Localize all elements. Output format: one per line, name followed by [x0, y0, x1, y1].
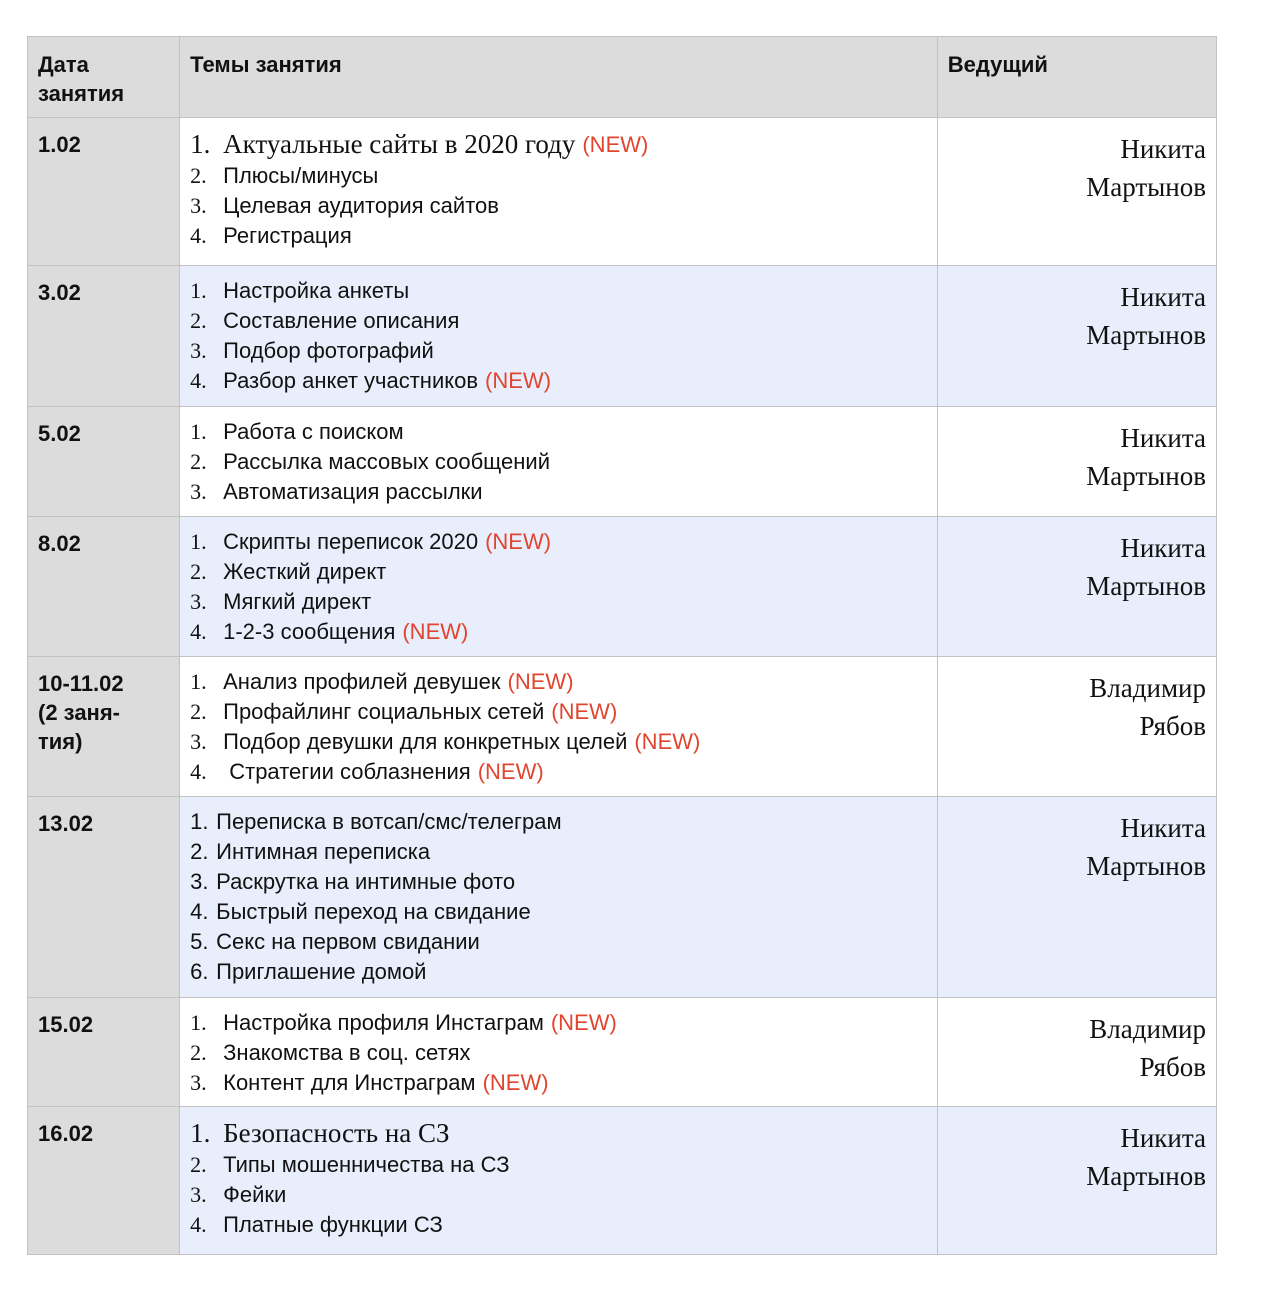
host-last-name: Рябов: [1139, 1052, 1206, 1082]
new-badge: (NEW): [477, 759, 544, 784]
topic-label: 1-2-3 сообщения: [223, 619, 396, 644]
topic-item: [190, 191, 927, 221]
session-date: 1.02: [28, 118, 180, 266]
session-date: 3.02: [28, 266, 180, 407]
topic-number: 3.: [190, 1070, 207, 1095]
topic-label: Переписка в вотсап/смс/телеграм: [216, 809, 562, 834]
host-last-name: Мартынов: [1086, 1161, 1206, 1191]
session-host: [937, 657, 1216, 797]
topic-number: 1.: [190, 669, 207, 694]
topic-label: Плюсы/минусы: [223, 163, 379, 188]
table-row: [28, 118, 1217, 266]
topic-number: 4.: [190, 899, 209, 924]
topic-number: 4.: [190, 1212, 207, 1237]
new-badge: (NEW): [582, 132, 649, 157]
topic-number: 1.: [190, 278, 207, 303]
topic-item: [190, 527, 927, 557]
session-topics: [180, 118, 938, 266]
topic-label: Разбор анкет участников: [223, 368, 479, 393]
topic-label: Контент для Инстраграм: [223, 1070, 476, 1095]
topic-label: Регистрация: [223, 223, 352, 248]
table-row: [28, 1107, 1217, 1255]
host-last-name: Мартынов: [1086, 320, 1206, 350]
topic-item: [190, 1117, 927, 1150]
host-first-name: Никита: [1120, 533, 1206, 563]
host-last-name: Мартынов: [1086, 461, 1206, 491]
session-date: 13.02: [28, 797, 180, 998]
table-row: [28, 998, 1217, 1107]
topic-item: [190, 276, 927, 306]
new-badge: (NEW): [402, 619, 469, 644]
table-header: [28, 37, 1217, 118]
session-topics: [180, 407, 938, 517]
topic-number: 3.: [190, 479, 207, 504]
topic-label: Анализ профилей девушек: [223, 669, 501, 694]
header-host: Ведущий: [937, 37, 1216, 118]
topic-item: [190, 306, 927, 336]
topic-item: [190, 221, 927, 251]
table-body: [28, 118, 1217, 1255]
topic-list: [190, 1117, 927, 1240]
table-row: [28, 657, 1217, 797]
topic-label: Типы мошенничества на СЗ: [223, 1152, 510, 1177]
topic-item: [190, 1068, 927, 1098]
topic-list: [190, 128, 927, 251]
topic-number: 4.: [190, 619, 207, 644]
topic-list: [190, 807, 927, 987]
new-badge: (NEW): [550, 1010, 617, 1035]
host-first-name: Никита: [1120, 1123, 1206, 1153]
topic-label: Знакомства в соц. сетях: [223, 1040, 471, 1065]
topic-label: Скрипты переписок 2020: [223, 529, 479, 554]
host-last-name: Мартынов: [1086, 571, 1206, 601]
session-date: 5.02: [28, 407, 180, 517]
topic-label: Настройка профиля Инстаграм: [223, 1010, 544, 1035]
topic-label: Секс на первом свидании: [216, 929, 480, 954]
topic-list: [190, 276, 927, 396]
table-row: [28, 407, 1217, 517]
new-badge: (NEW): [482, 1070, 549, 1095]
new-badge: (NEW): [551, 699, 618, 724]
session-host: [937, 517, 1216, 657]
topic-item: [190, 417, 927, 447]
topic-label: Целевая аудитория сайтов: [223, 193, 499, 218]
host-last-name: Мартынов: [1086, 172, 1206, 202]
topic-item: [190, 557, 927, 587]
session-topics: [180, 797, 938, 998]
topic-item: [190, 336, 927, 366]
session-date: [28, 657, 180, 797]
topic-number: 4.: [190, 368, 207, 393]
topic-number: 3.: [190, 589, 207, 614]
session-date: 15.02: [28, 998, 180, 1107]
topic-number: 6.: [190, 959, 209, 984]
topic-label: Фейки: [223, 1182, 287, 1207]
host-first-name: Никита: [1120, 423, 1206, 453]
topic-item: [190, 807, 927, 837]
session-date-line: (2 заня-: [38, 700, 121, 725]
new-badge: (NEW): [485, 529, 552, 554]
topic-list: [190, 527, 927, 647]
header-topics: Темы занятия: [180, 37, 938, 118]
topic-item: [190, 477, 927, 507]
topic-number: 4.: [190, 223, 207, 248]
topic-label: Автоматизация рассылки: [223, 479, 483, 504]
table-row: [28, 266, 1217, 407]
topic-number: 3.: [190, 729, 207, 754]
topic-number: 3.: [190, 338, 207, 363]
topic-number: 3.: [190, 1182, 207, 1207]
topic-label: Платные функции СЗ: [223, 1212, 443, 1237]
topic-list: [190, 417, 927, 507]
topic-number: 2.: [190, 163, 207, 188]
topic-number: 3.: [190, 193, 207, 218]
session-host: [937, 998, 1216, 1107]
topic-item: [190, 837, 927, 867]
topic-item: [190, 927, 927, 957]
topic-item: [190, 161, 927, 191]
topic-label: Составление описания: [223, 308, 460, 333]
topic-item: [190, 727, 927, 757]
session-topics: [180, 1107, 938, 1255]
table-row: [28, 517, 1217, 657]
host-first-name: Владимир: [1089, 673, 1206, 703]
topic-item: [190, 1150, 927, 1180]
session-date: 8.02: [28, 517, 180, 657]
topic-label: Интимная переписка: [216, 839, 431, 864]
session-topics: [180, 266, 938, 407]
topic-label: Профайлинг социальных сетей: [223, 699, 545, 724]
topic-item: [190, 667, 927, 697]
session-host: [937, 797, 1216, 998]
topic-item: [190, 366, 927, 396]
new-badge: (NEW): [507, 669, 574, 694]
topic-number: 4.: [190, 759, 207, 784]
host-last-name: Мартынов: [1086, 851, 1206, 881]
new-badge: (NEW): [485, 368, 552, 393]
header-row: [28, 37, 1217, 118]
new-badge: (NEW): [634, 729, 701, 754]
topic-label: Приглашение домой: [216, 959, 427, 984]
topic-number: 1.: [190, 1010, 207, 1035]
topic-number: 5.: [190, 929, 209, 954]
table-row: [28, 797, 1217, 998]
session-topics: [180, 657, 938, 797]
topic-item: [190, 128, 927, 161]
topic-label: Раскрутка на интимные фото: [216, 869, 516, 894]
topic-number: 1.: [190, 419, 207, 444]
host-first-name: Владимир: [1089, 1014, 1206, 1044]
session-host: [937, 1107, 1216, 1255]
topic-number: 1.: [190, 529, 207, 554]
topic-number: 1.: [190, 129, 211, 159]
topic-label: Мягкий директ: [223, 589, 372, 614]
session-host: [937, 407, 1216, 517]
topic-item: [190, 1008, 927, 1038]
topic-number: 2.: [190, 449, 207, 474]
topic-list: [190, 667, 927, 787]
topic-item: [190, 1180, 927, 1210]
topic-label: Безопасность на СЗ: [223, 1118, 450, 1148]
topic-item: [190, 447, 927, 477]
topic-item: [190, 897, 927, 927]
header-date: Дата занятия: [28, 37, 180, 118]
topic-label: Подбор девушки для конкретных целей: [223, 729, 628, 754]
topic-item: [190, 957, 927, 987]
session-date-line: тия): [38, 729, 83, 754]
topic-label: Быстрый переход на свидание: [216, 899, 531, 924]
host-first-name: Никита: [1120, 134, 1206, 164]
topic-label: Актуальные сайты в 2020 году: [223, 129, 576, 159]
session-host: [937, 118, 1216, 266]
host-first-name: Никита: [1120, 813, 1206, 843]
topic-number: 3.: [190, 869, 209, 894]
topic-label: Настройка анкеты: [223, 278, 410, 303]
topic-item: [190, 697, 927, 727]
topic-list: [190, 1008, 927, 1098]
topic-number: 2.: [190, 839, 209, 864]
topic-label: Стратегии соблазнения: [223, 759, 471, 784]
session-date: 16.02: [28, 1107, 180, 1255]
topic-label: Жесткий директ: [223, 559, 387, 584]
topic-number: 2.: [190, 1152, 207, 1177]
topic-label: Рассылка массовых сообщений: [223, 449, 550, 474]
topic-item: [190, 757, 927, 787]
topic-label: Подбор фотографий: [223, 338, 434, 363]
session-topics: [180, 517, 938, 657]
topic-item: [190, 617, 927, 647]
topic-number: 2.: [190, 559, 207, 584]
session-topics: [180, 998, 938, 1107]
host-last-name: Рябов: [1139, 711, 1206, 741]
topic-label: Работа с поиском: [223, 419, 404, 444]
topic-item: [190, 1210, 927, 1240]
topic-number: 2.: [190, 1040, 207, 1065]
topic-item: [190, 587, 927, 617]
topic-number: 2.: [190, 699, 207, 724]
host-first-name: Никита: [1120, 282, 1206, 312]
topic-number: 1.: [190, 1118, 211, 1148]
topic-number: 1.: [190, 809, 209, 834]
schedule-table: [27, 36, 1217, 1255]
session-host: [937, 266, 1216, 407]
topic-number: 2.: [190, 308, 207, 333]
session-date-line: 10-11.02: [38, 671, 124, 696]
topic-item: [190, 867, 927, 897]
topic-item: [190, 1038, 927, 1068]
